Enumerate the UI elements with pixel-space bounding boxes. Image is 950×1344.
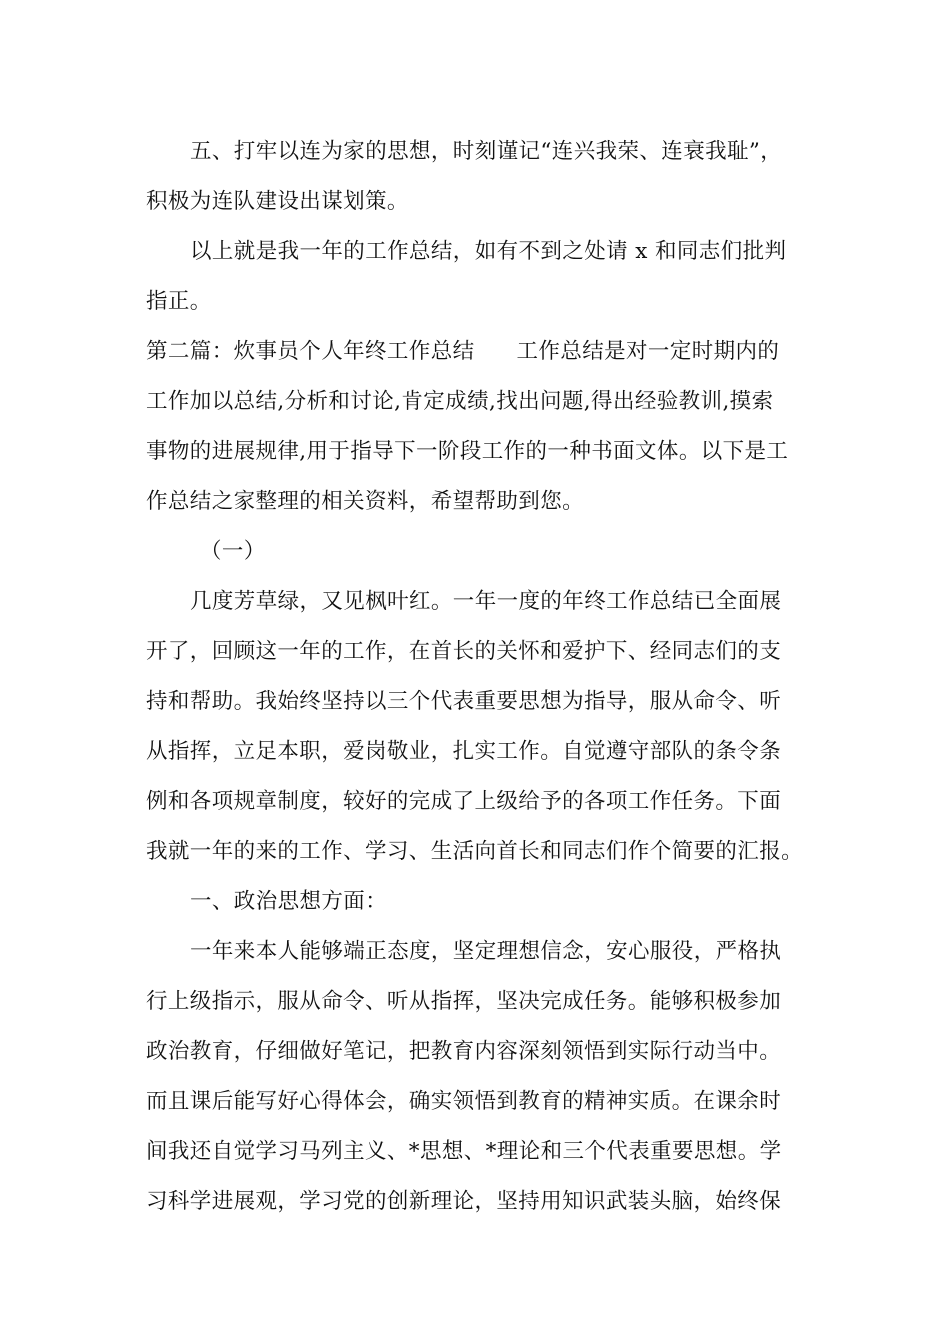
text-line: 一年来本人能够端正态度，坚定理想信念，安心服役，严格执 — [190, 939, 782, 964]
text-line: 政治教育，仔细做好笔记，把教育内容深刻领悟到实际行动当中。 — [146, 1039, 782, 1064]
text-line: 五、打牢以连为家的思想，时刻谨记“连兴我荣、连衰我耻”， — [190, 139, 783, 164]
text-line: 我就一年的来的工作、学习、生活向首长和同志们作个简要的汇报。 — [146, 839, 804, 864]
subheading: 一、政治思想方面： — [190, 889, 388, 914]
text-line: 以上就是我一年的工作总结，如有不到之处请 x 和同志们批判 — [190, 239, 787, 264]
text-line: 从指挥，立足本职，爱岗敬业，扎实工作。自觉遵守部队的条令条 — [146, 739, 782, 764]
text-line: 工作加以总结,分析和讨论,肯定成绩,找出问题,得出经验教训,摸索 — [146, 389, 774, 414]
text-line: 积极为连队建设出谋划策。 — [146, 189, 409, 214]
text-line: 而且课后能写好心得体会，确实领悟到教育的精神实质。在课余时 — [146, 1089, 782, 1114]
text-line: 开了，回顾这一年的工作，在首长的关怀和爱护下、经同志们的支 — [146, 639, 782, 664]
text-line: 例和各项规章制度，较好的完成了上级给予的各项工作任务。下面 — [146, 789, 782, 814]
text-line: 作总结之家整理的相关资料，希望帮助到您。 — [146, 489, 585, 514]
section-heading: 第二篇：炊事员个人年终工作总结 — [146, 339, 475, 364]
text-line: 持和帮助。我始终坚持以三个代表重要思想为指导，服从命令、听 — [146, 689, 782, 714]
text-line: 习科学进展观，学习党的创新理论，坚持用知识武装头脑，始终保 — [146, 1189, 782, 1214]
section-heading-line — [146, 338, 816, 366]
text-line: 间我还自觉学习马列主义、*思想、*理论和三个代表重要思想。学 — [146, 1139, 782, 1164]
text-line: 事物的进展规律,用于指导下一阶段工作的一种书面文体。以下是工 — [146, 439, 789, 464]
text-line: 指正。 — [146, 289, 212, 314]
subsection-number: （一） — [200, 539, 266, 564]
text-line: 行上级指示，服从命令、听从指挥，坚决完成任务。能够积极参加 — [146, 989, 782, 1014]
text-line: 几度芳草绿，又见枫叶红。一年一度的年终工作总结已全面展 — [190, 589, 782, 614]
text-line: 工作总结是对一定时期内的 — [516, 339, 780, 364]
